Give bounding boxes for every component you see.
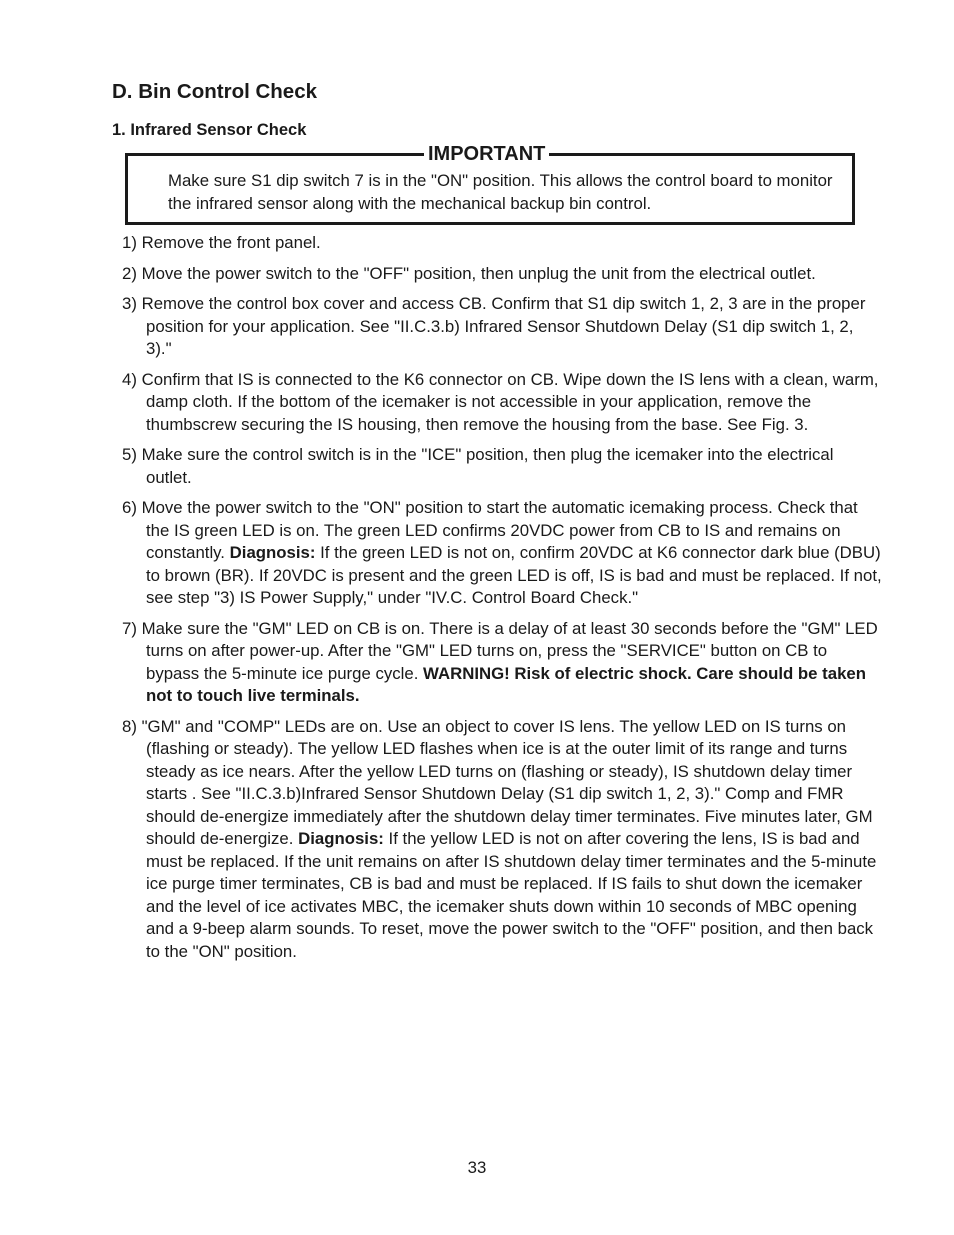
step-8 bbox=[122, 716, 882, 964]
step-number: 4) bbox=[122, 369, 137, 389]
step-7 bbox=[122, 618, 882, 708]
step-text-continued: If the yellow LED is not on after covering the lens, IS is bad and must be replaced. If the unit remains on after IS shutdown delay timer terminates and the 5-minute ice purge timer terminates, CB is bad and must be replaced. If IS fails to shut down the icemaker and the level of ice activates MBC, the icemaker shuts down within 10 seconds of MBC opening and a 9-beep alarm sounds. To reset, move the power switch to the "OFF" position, and then back to the "ON" position. bbox=[146, 829, 877, 961]
subsection-title: 1. Infrared Sensor Check bbox=[112, 121, 307, 139]
section-title: D. Bin Control Check bbox=[112, 80, 318, 103]
step-number: 2) bbox=[122, 263, 137, 283]
step-text: Make sure the "GM" LED on CB is on. There is a delay of at least 30 seconds before the "GM" LED turns on after power-up. After the "GM" LED turns on, press the "SERVICE" button on CB to bypass the 5-minute ice purge cycle. bbox=[141, 618, 878, 683]
important-label: IMPORTANT bbox=[424, 144, 549, 164]
step-text: Confirm that IS is connected to the K6 connector on CB. Wipe down the IS lens with a clean, warm, damp cloth. If the bottom of the icemaker is not accessible in your application, remove the thumbscrew securing the IS housing, then remove the housing from the base. See Fig. 3. bbox=[141, 369, 879, 434]
diagnosis-label: Diagnosis: bbox=[229, 543, 316, 562]
procedure-steps bbox=[122, 232, 882, 971]
step-text: Remove the front panel. bbox=[141, 233, 321, 252]
step-4 bbox=[122, 369, 882, 437]
diagnosis-label: Diagnosis: bbox=[298, 829, 384, 848]
step-text: Move the power switch to the "ON" position to start the automatic icemaking process. Check that the IS green LED is on. The green LED confirms 20VDC power from CB to IS and remains on constantly. bbox=[141, 498, 858, 562]
important-notice-box bbox=[125, 143, 855, 225]
step-1 bbox=[122, 232, 882, 255]
page-number: 33 bbox=[467, 1158, 487, 1177]
step-5 bbox=[122, 444, 882, 489]
step-3 bbox=[122, 293, 882, 361]
step-2 bbox=[122, 263, 882, 286]
step-text-continued: If the green LED is not on, confirm 20VDC at K6 connector dark blue (DBU) to brown (BR). If 20VDC is present and the green LED is off, IS is bad and must be replaced. If not, see step "3) IS Power Supply," under "IV.C. Control Board Check." bbox=[146, 543, 882, 607]
step-number: 7) bbox=[122, 618, 137, 638]
step-text: Make sure the control switch is in the "ICE" position, then plug the icemaker into the electrical outlet. bbox=[141, 445, 834, 487]
warning-text: WARNING! Risk of electric shock. Care should be taken not to touch live terminals. bbox=[146, 663, 866, 705]
step-number: 1) bbox=[122, 233, 137, 252]
step-number: 6) bbox=[122, 498, 137, 517]
step-number: 3) bbox=[122, 294, 137, 313]
step-text: Remove the control box cover and access CB. Confirm that S1 dip switch 1, 2, 3 are in the proper position for your application. See "II.C.3.b) Infrared Sensor Shutdown Delay (S1 dip switch 1, 2, 3)." bbox=[141, 294, 866, 358]
important-text: Make sure S1 dip switch 7 is in the "ON" position. This allows the control board to monitor the infrared sensor along with the mechanical backup bin control. bbox=[168, 171, 833, 213]
step-text: Move the power switch to the "OFF" position, then unplug the unit from the electrical outlet. bbox=[141, 263, 816, 283]
step-text: "GM" and "COMP" LEDs are on. Use an object to cover IS lens. The yellow LED on IS turns on (flashing or steady). The yellow LED flashes when ice is at the outer limit of its range and turns steady as ice nears. After the yellow LED turns on (flashing or steady), IS shutdown delay timer starts . See "II.C.3.b)Infrared Sensor Shutdown Delay (S1 dip switch 1, 2, 3)." Comp and FMR should de-energize immediately after the shutdown delay timer terminates. Five minutes later, GM should de-energize. bbox=[141, 716, 873, 848]
step-6 bbox=[122, 497, 882, 610]
step-number: 8) bbox=[122, 716, 137, 736]
step-number: 5) bbox=[122, 445, 137, 464]
